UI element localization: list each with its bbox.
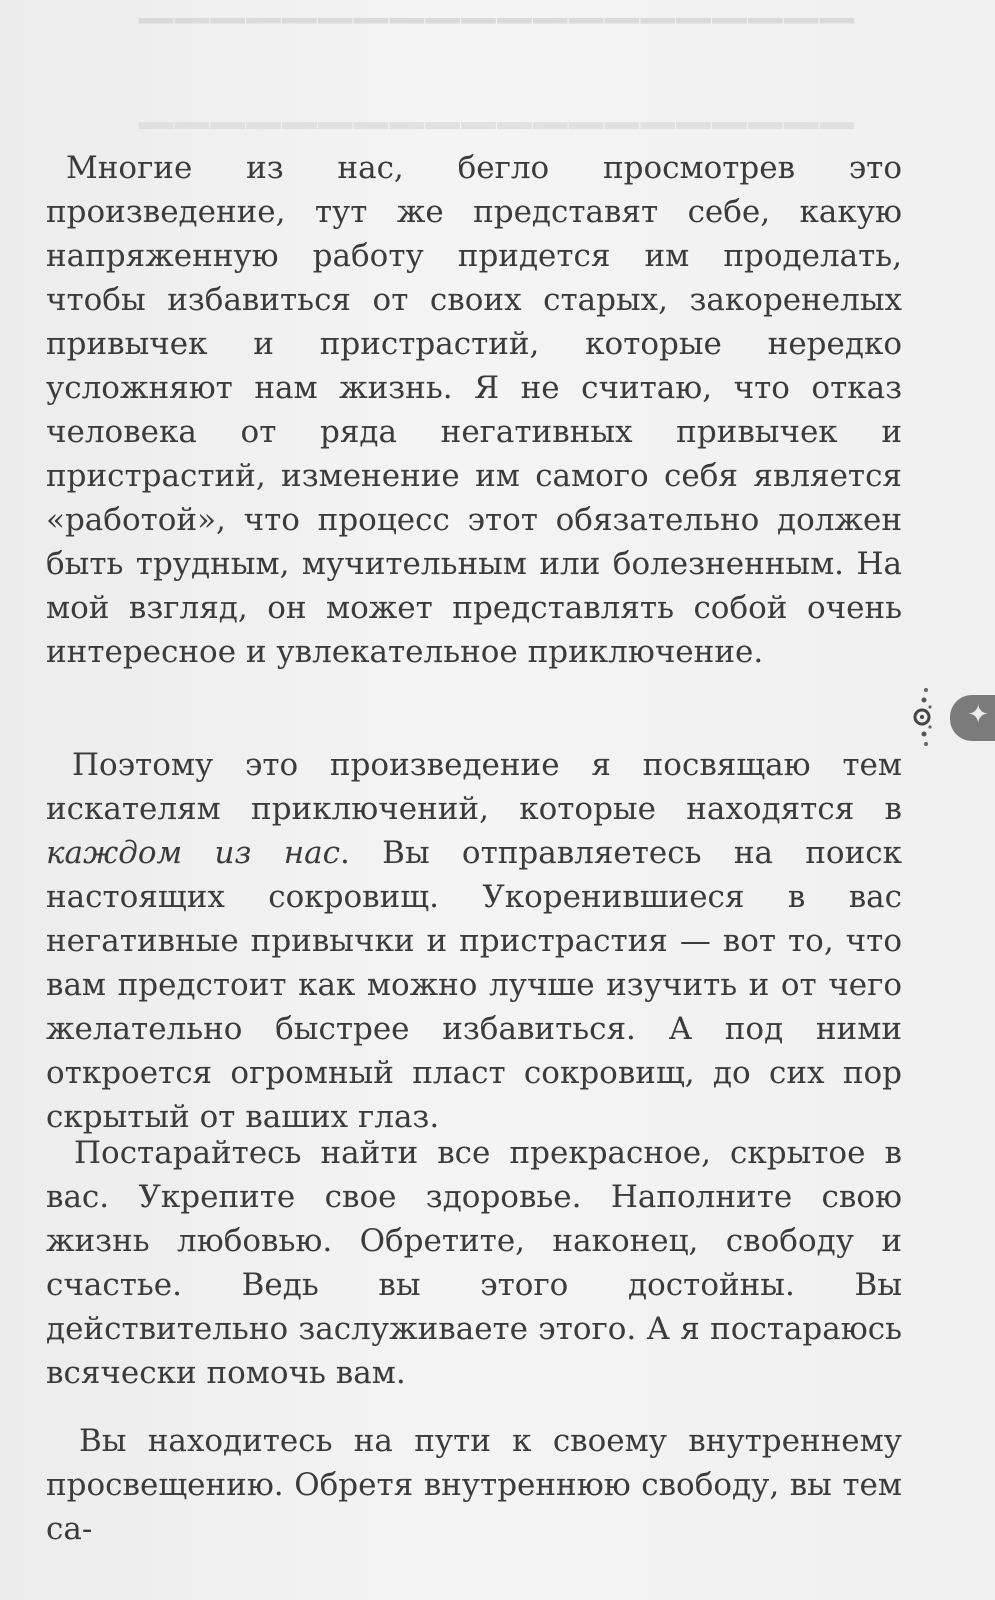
paragraph-2-text-end: . Вы отправляетесь на поиск настоящих сокровищ. Укоренившиеся в вас негативные привычки и пристрастия — вот то, что вам предстоит как можно лучше изучить и от чего желательно быстрее избавиться. А под ними откроется огромный пласт сокровищ, до сих пор скрытый от ваших глаз. [46, 835, 902, 1135]
edge-marker-glyph-icon: ✦ [967, 700, 989, 730]
bleed-through-decoration: ▔▔▔▔▔▔▔▔▔▔▔▔▔▔▔▔▔▔▔▔ [139, 18, 856, 69]
bleed-through-decoration: ▁▁▁▁▁▁▁▁▁▁▁▁▁▁▁▁▁▁▁▁ [139, 78, 856, 129]
dot-ornament-icon [908, 682, 936, 752]
paragraph-1-text: Многие из нас, бегло просмотрев это произведение, тут же представят себе, какую напряженную работу придется им проделать, чтобы избавиться от своих старых, закоренелых привычек и пристрастий, которые нередко усложняют нам жизнь. Я не считаю, что отказ человека от ряда негативных привычек и пристрастий, изменение им самого себя является «работой», что процесс этот обязательно должен быть трудным, мучительным или болезненным. На мой взгляд, он может представлять собой очень интересное и увлекательное приключение. [46, 150, 902, 670]
paragraph-2-emphasis: каждом из нас [46, 835, 340, 871]
paragraph-1 [46, 146, 902, 674]
paragraph-4-text: Вы находитесь на пути к своему внутреннему просвещению. Обретя внутреннюю свободу, вы тем са- [46, 1423, 902, 1547]
paragraph-2-text-start: Поэтому это произведение я посвящаю тем искателям приключений, которые находятся в [46, 747, 902, 827]
paragraph-2 [46, 743, 902, 1139]
paragraph-3-text: Постарайтесь найти все прекрасное, скрытое в вас. Укрепите свое здоровье. Наполните свою жизнь любовью. Обретите, наконец, свободу и счастье. Ведь вы этого достойны. Вы действительно заслуживаете этого. А я постараюсь всячески помочь вам. [46, 1135, 902, 1391]
paragraph-4 [46, 1419, 902, 1551]
paragraph-3 [46, 1131, 902, 1395]
